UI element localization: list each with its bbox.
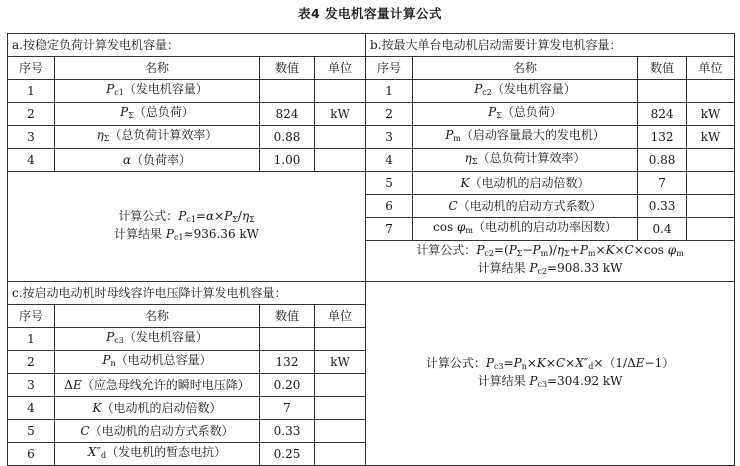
table-row-unit	[315, 374, 366, 397]
header-no: 序号	[8, 57, 55, 80]
table-row-unit	[315, 328, 366, 351]
table-row-unit	[687, 149, 735, 172]
table-row-name: C（电动机的启动方式系数）	[413, 195, 638, 218]
table-row-no: 7	[366, 218, 413, 241]
table-row-name: $P_{c1}$（发电机容量）	[55, 80, 260, 103]
table-row-unit	[315, 397, 366, 420]
table-row-unit	[315, 149, 366, 172]
table-row-name: $P_{c2}$（发电机容量）	[413, 80, 638, 103]
header-value: 数值	[260, 305, 315, 328]
table-row-unit	[315, 420, 366, 443]
table-row-value	[260, 328, 315, 351]
table-row-value: 0.88	[638, 149, 687, 172]
table-row-unit: kW	[687, 103, 735, 126]
table-row-name: α（负荷率）	[55, 149, 260, 172]
table-row-no: 2	[8, 351, 55, 374]
table-row-unit: kW	[687, 126, 735, 149]
table-row-value: 132	[260, 351, 315, 374]
table-row-value	[638, 80, 687, 103]
section-c-heading: c.按启动电动机时母线容许电压降计算发电机容量：	[8, 282, 366, 305]
table-row-name: $X''_d$（发电机的暂态电抗）	[55, 443, 260, 466]
section-c-formula: 计算公式：$P_{c3}=P_n\times K\times C\times X''_d\times(1/\Delta E-1)$ 计算结果 $P_{c3}=304.92$ kW	[366, 282, 735, 466]
table-row-no: 2	[8, 103, 55, 126]
table-row-value: 824	[638, 103, 687, 126]
table-row-no: 5	[366, 172, 413, 195]
table-row-no: 1	[8, 80, 55, 103]
generator-capacity-table	[7, 33, 735, 466]
table-row-value: 1.00	[260, 149, 315, 172]
table-row-unit	[687, 195, 735, 218]
table-row-value: 0.25	[260, 443, 315, 466]
table-row-value: 132	[638, 126, 687, 149]
table-row-value: 0.20	[260, 374, 315, 397]
table-row-unit	[315, 443, 366, 466]
section-b-formula: 计算公式：$P_{c2}=(P_\Sigma-P_m)/\eta_\Sigma+P_m\times K\times C\times\cos$ $\varphi_m$ 计算结果 $P_{c2}=908.33$ kW	[366, 241, 735, 282]
table-row-name: $P_{c3}$（发电机容量）	[55, 328, 260, 351]
table-row-name: $P_m$（启动容量最大的发电机）	[413, 126, 638, 149]
table-row-no: 3	[366, 126, 413, 149]
table-row-no: 4	[366, 149, 413, 172]
table-row-no: 1	[366, 80, 413, 103]
header-value: 数值	[638, 57, 687, 80]
table-row-no: 5	[8, 420, 55, 443]
table-row-name: $\eta_\Sigma$（总负荷计算效率）	[413, 149, 638, 172]
table-row-no: 4	[8, 149, 55, 172]
table-row-unit	[315, 126, 366, 149]
table-row-unit	[687, 172, 735, 195]
table-row-name: $\eta_\Sigma$（总负荷计算效率）	[55, 126, 260, 149]
header-unit: 单位	[315, 305, 366, 328]
table-title: 表4 发电机容量计算公式	[297, 6, 443, 21]
header-no: 序号	[366, 57, 413, 80]
header-name: 名称	[55, 305, 260, 328]
table-row-no: 4	[8, 397, 55, 420]
table-row-name: K（电动机的启动倍数）	[55, 397, 260, 420]
table-row-name: K（电动机的启动倍数）	[413, 172, 638, 195]
table-row-unit: kW	[315, 103, 366, 126]
header-value: 数值	[260, 57, 315, 80]
header-unit: 单位	[687, 57, 735, 80]
table-row-value: 0.4	[638, 218, 687, 241]
table-row-no: 6	[8, 443, 55, 466]
header-name: 名称	[55, 57, 260, 80]
table-row-name: $\cos \varphi_m$（电动机的启动功率因数）	[413, 218, 638, 241]
section-a-heading: a.按稳定负荷计算发电机容量：	[8, 34, 366, 57]
header-name: 名称	[413, 57, 638, 80]
table-row-value	[260, 80, 315, 103]
section-a-formula: 计算公式：$P_{c1}=\alpha\times P_\Sigma/\eta_\Sigma$ 计算结果 $P_{c1}\approx 936.36$ kW	[8, 172, 366, 282]
table-row-unit	[687, 218, 735, 241]
table-row-name: ΔE（应急母线允许的瞬时电压降）	[55, 374, 260, 397]
table-row-name: $P_n$（电动机总容量）	[55, 351, 260, 374]
table-row-name: $P_\Sigma$（总负荷）	[55, 103, 260, 126]
table-row-unit	[687, 80, 735, 103]
section-b-heading: b.按最大单台电动机启动需要计算发电机容量：	[366, 34, 735, 57]
header-no: 序号	[8, 305, 55, 328]
table-row-unit: kW	[315, 351, 366, 374]
table-row-unit	[315, 80, 366, 103]
table-row-value: 824	[260, 103, 315, 126]
header-unit: 单位	[315, 57, 366, 80]
table-row-no: 2	[366, 103, 413, 126]
table-row-no: 6	[366, 195, 413, 218]
table-row-no: 1	[8, 328, 55, 351]
table-row-value: 7	[638, 172, 687, 195]
table-row-no: 3	[8, 374, 55, 397]
table-row-name: $P_\Sigma$（总负荷）	[413, 103, 638, 126]
table-row-value: 0.33	[638, 195, 687, 218]
table-row-value: 0.33	[260, 420, 315, 443]
table-row-no: 3	[8, 126, 55, 149]
table-row-value: 0.88	[260, 126, 315, 149]
table-row-name: C（电动机的启动方式系数）	[55, 420, 260, 443]
table-row-value: 7	[260, 397, 315, 420]
